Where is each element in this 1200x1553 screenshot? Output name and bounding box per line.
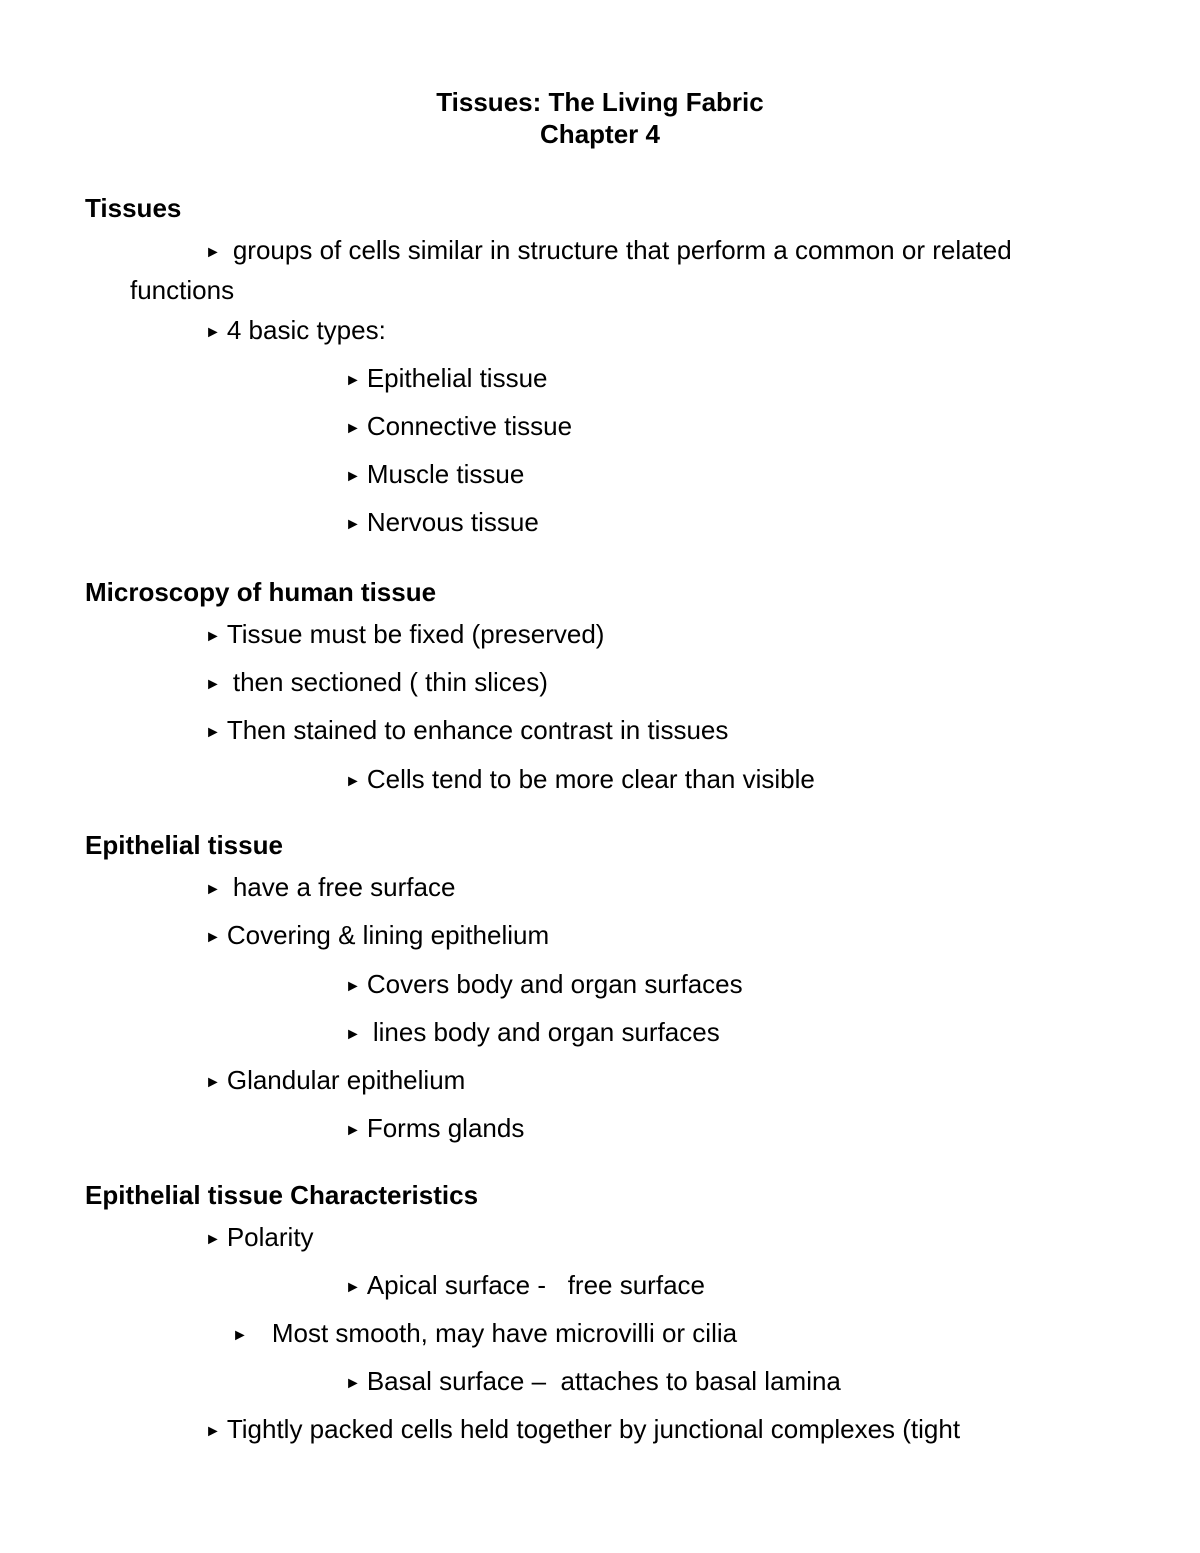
bullet-item — [205, 314, 386, 349]
bullet-arrow-icon: ► — [345, 372, 361, 389]
sub-bullet-item — [345, 1365, 841, 1400]
bullet-arrow-icon: ► — [205, 881, 221, 898]
bullet-arrow-icon: ► — [345, 1026, 361, 1043]
bullet-arrow-icon: ► — [205, 1423, 221, 1440]
bullet-text: Epithelial tissue — [366, 363, 548, 393]
bullet-text: Forms glands — [366, 1113, 525, 1143]
bullet-arrow-icon: ► — [205, 1231, 221, 1248]
sub-bullet-item — [345, 1112, 524, 1147]
bullet-text: Cells tend to be more clear than visible — [366, 764, 815, 794]
bullet-arrow-icon: ► — [345, 1375, 361, 1392]
bullet-arrow-icon: ► — [205, 1074, 221, 1091]
bullet-text: Then stained to enhance contrast in tissues — [226, 715, 729, 745]
bullet-item — [205, 666, 548, 701]
bullet-arrow-icon: ► — [345, 516, 361, 533]
bullet-item — [205, 1413, 960, 1448]
bullet-text: Covers body and organ surfaces — [366, 969, 743, 999]
sub-bullet-item — [345, 1269, 705, 1304]
sub-bullet-item — [345, 763, 815, 798]
bullet-item — [205, 871, 455, 906]
sub-bullet-item — [345, 362, 548, 397]
bullet-item — [205, 1064, 465, 1099]
bullet-arrow-icon: ► — [205, 244, 221, 261]
sub-bullet-item — [345, 506, 539, 541]
bullet-item — [232, 1317, 737, 1352]
bullet-text: lines body and organ surfaces — [372, 1017, 720, 1047]
bullet-text: Tissue must be fixed (preserved) — [226, 619, 605, 649]
bullet-item — [205, 714, 728, 749]
section-heading-tissues: Tissues — [85, 193, 182, 223]
section-heading-microscopy: Microscopy of human tissue — [85, 577, 437, 607]
section-heading-epithelial: Epithelial tissue — [85, 830, 283, 860]
bullet-text: 4 basic types: — [226, 315, 386, 345]
sub-bullet-item — [345, 458, 524, 493]
bullet-item — [205, 1221, 314, 1256]
bullet-arrow-icon: ► — [232, 1327, 248, 1344]
bullet-item — [205, 618, 604, 653]
bullet-arrow-icon: ► — [345, 773, 361, 790]
bullet-text: Muscle tissue — [366, 459, 525, 489]
bullet-arrow-icon: ► — [205, 676, 221, 693]
bullet-text: Nervous tissue — [366, 507, 539, 537]
bullet-text: Glandular epithelium — [226, 1065, 466, 1095]
bullet-item — [205, 919, 549, 954]
bullet-arrow-icon: ► — [205, 324, 221, 341]
bullet-item — [205, 234, 1012, 269]
bullet-text: Tightly packed cells held together by junctional complexes (tight — [226, 1414, 961, 1444]
sub-bullet-item — [345, 410, 572, 445]
bullet-text: groups of cells similar in structure that perform a common or related — [232, 235, 1012, 265]
bullet-text: Connective tissue — [366, 411, 573, 441]
bullet-arrow-icon: ► — [345, 1279, 361, 1296]
bullet-arrow-icon: ► — [345, 468, 361, 485]
bullet-arrow-icon: ► — [205, 724, 221, 741]
bullet-arrow-icon: ► — [345, 978, 361, 995]
sub-bullet-item — [345, 968, 743, 1003]
bullet-text: have a free surface — [232, 872, 456, 902]
bullet-text: then sectioned ( thin slices) — [232, 667, 548, 697]
bullet-arrow-icon: ► — [345, 1122, 361, 1139]
bullet-text: Basal surface – attaches to basal lamina — [366, 1366, 841, 1396]
document-subtitle: Chapter 4 — [540, 119, 660, 149]
sub-bullet-item — [345, 1016, 720, 1051]
bullet-arrow-icon: ► — [205, 929, 221, 946]
bullet-text: Polarity — [226, 1222, 314, 1252]
bullet-text: Apical surface - free surface — [366, 1270, 705, 1300]
bullet-text: Most smooth, may have microvilli or cilia — [271, 1318, 738, 1348]
document-title: Tissues: The Living Fabric — [436, 87, 764, 117]
section-heading-characteristics: Epithelial tissue Characteristics — [85, 1180, 479, 1210]
bullet-arrow-icon: ► — [345, 420, 361, 437]
bullet-text-continuation: functions — [130, 275, 235, 305]
bullet-text: Covering & lining epithelium — [226, 920, 550, 950]
bullet-arrow-icon: ► — [205, 628, 221, 645]
